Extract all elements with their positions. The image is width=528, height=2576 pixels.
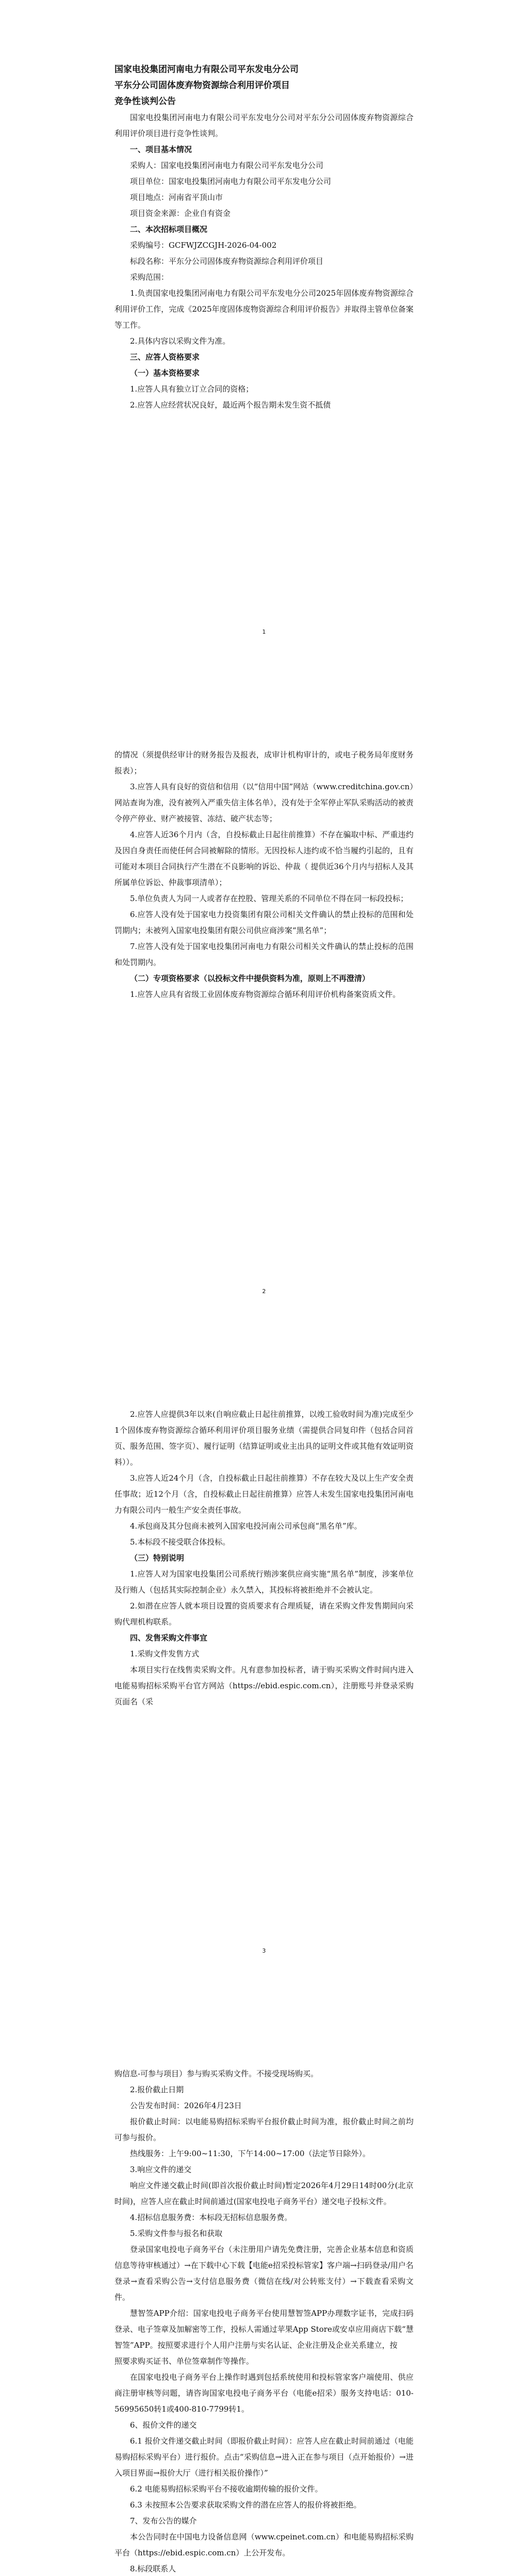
special-requirement-1: 1.应答人应具有省级工业固体废弃物资源综合循环利用评价机构备案资质文件。 — [130, 990, 401, 999]
doc-title-line2: 平东分公司固体废弃物资源综合利用评价项目 — [114, 80, 290, 91]
requirement-6: 6.应答人没有处于国家电力投资集团有限公司相关文件确认的禁止投标的范围和处罚期内；未被列入国家电投集团有限公司供应商涉案“黑名单”； — [114, 910, 414, 935]
contact-heading: 8.标段联系人 — [130, 2564, 176, 2573]
doc-title-line1: 国家电投集团河南电力有限公司平东发电分公司 — [114, 64, 299, 75]
quote-heading: 6、报价文件的递交 — [130, 2420, 197, 2430]
buyer-line: 采购人：国家电投集团河南电力有限公司平东发电分公司 — [130, 161, 324, 170]
document-page-3 — [0, 1319, 528, 1978]
sale-method-text: 本项目实行在线售卖采购文件。凡有意参加投标者，请于购买采购文件时间内进入电能易购招标采购平台官方网站（https://ebid.espic.com.cn），注册账号并登录采购页面名（采 — [114, 1665, 414, 1706]
quote-6-2: 6.2 电能易购招标采购平台不接收逾期传输的报价文件。 — [130, 2484, 323, 2494]
requirement-1: 1.应答人具有独立订立合同的资格； — [130, 384, 254, 394]
support-text: 在国家电投电子商务平台上操作时遇到包括系统使用和投标管家客户端使用、供应商注册审核等问题，请咨询国家电投电子商务平台（电能e招采）服务支持电话：010-56995650转1或400-810-7799转1。 — [114, 2372, 414, 2414]
requirement-2-cont: 的情况（须提供经审计的财务报告及报表，成审计机构审计的，或电子税务局年度财务报表）； — [114, 750, 414, 775]
section-3c-heading: （三）特别说明 — [130, 1553, 185, 1563]
section-3-heading: 三、应答人资格要求 — [130, 352, 200, 362]
document-page-4 — [0, 1978, 528, 2576]
document-page-2 — [0, 659, 528, 1319]
submission-text: 响应文件递交截止时间(即首次报价截止时间)暂定2026年4月29日14时00分(北京时间)，应答人应在截止时间前通过(国家电投电子商务平台）递交电子投标文件。 — [114, 2181, 414, 2206]
requirement-3: 3.应答人具有良好的资信和信用（以“信用中国”网站（www.creditchina.gov.cn）网站查询为准，没有被列入严重失信主体名单），没有处于全军停止军队采购活动的被责令停产停业、财产被接管、冻结、破产状态等； — [114, 782, 414, 823]
sale-method-cont: 购信息-可参与项目）参与购买采购文件。不接受现场购买。 — [114, 2069, 319, 2078]
scope-item-1: 1.负责国家电投集团河南电力有限公司平东发电分公司2025年固体废弃物资源综合利用评价工作，完成《2025年度固体废物资源综合利用评价报告》并取得主管单位备案等工作。 — [114, 289, 414, 330]
page-number: 3 — [262, 1947, 266, 1954]
intro-paragraph: 国家电投集团河南电力有限公司平东发电分公司对平东分公司固体废弃物资源综合利用评价项目进行竞争性谈判。 — [114, 113, 414, 138]
special-requirement-2: 2.应答人应提供3年以来(自响应截止日起往前推算，以竣工验收时间为准)完成至少1个固体废弃物资源综合循环利用评价项目服务业绩（需提供合同复印件（包括合同首页、服务范围、签字页）、履行证明（结算证明或业主出具的证明文件或其他有效证明资料））。 — [114, 1410, 414, 1467]
unit-line: 项目单位：国家电投集团河南电力有限公司平东发电分公司 — [130, 177, 332, 186]
page-number: 2 — [262, 1288, 266, 1295]
note-2: 2.如潜在应答人就本项目设置的资质要求有合理质疑，请在采购文件发售期间向采购代理机构联系。 — [114, 1601, 414, 1626]
quote-6-3: 6.3 未按照本公告要求获取采购文件的潜在应答人的报价将被拒绝。 — [130, 2500, 361, 2510]
requirement-4: 4.应答人近36个月内（含，自投标截止日起往前推算）不存在骗取中标、严重违约及因自身责任而使任何合同被解除的情形。无因投标人违约或不恰当履约引起的，且有可能对本项目合同执行产生潜在不良影响的诉讼、仲裁（ 提供近36个月内与招标人及其所属单位诉讼、仲裁事项清单）； — [114, 830, 414, 887]
registration-heading: 5.采购文件参与报名和获取 — [130, 2229, 223, 2238]
special-requirement-4: 4.承包商及其分包商未被列入国家电投河南公司承包商“黑名单”库。 — [130, 1521, 362, 1531]
hotline-text: 热线服务：上午9:00~11:30，下午14:00~17:00（法定节日除外）。 — [130, 2149, 371, 2158]
app-intro: 慧智签APP介绍：国家电投电子商务平台使用慧智签APP办理数字证书，完成扫码登录、电子签章及加解密等工作，投标人需通过苹果App Store或安卓应用商店下载“慧智签”APP。按照要求进行个人用户注册与实名认证、企业注册及企业关系建立，按 — [114, 2309, 414, 2350]
registration-steps: 登录国家电投电子商务平台（未注册用户请先免费注册，完善企业基本信息和资质信息等待审核通过）→在下载中心下载【电能e招采投标管家】客户端→扫码登录/用户名登录→查看采购公告→支付信息服务费（微信在线/对公转账支付）→下载查看采购文件。 — [114, 2245, 414, 2302]
section-4-heading: 四、发售采购文件事宜 — [130, 1633, 208, 1642]
section-1-heading: 一、项目基本情况 — [130, 145, 192, 154]
app-intro-cont: 照要求购买证书、单位签章制作等操作。 — [114, 2357, 254, 2366]
scope-item-2: 2.具体内容以采购文件为准。 — [130, 336, 230, 346]
note-1: 1.应答人对为国家电投集团公司系统行贿涉案供应商实施“黑名单”制度，涉案单位及行贿人（包括其实际控制企业）永久禁入，其投标将被拒绝并不会被认定。 — [114, 1569, 414, 1595]
document-page-1 — [0, 0, 528, 659]
submission-heading: 3.响应文件的递交 — [130, 2165, 192, 2174]
scope-label: 采购范围： — [130, 273, 169, 282]
quote-6-1: 6.1 报价文件递交截止时间（即报价截止时间）：应答人应在截止时间前通过（电能易购招标采购平台）进行报价。点击“采购信息→进入正在参与项目（点开始报价）→进入项目界面→报价大厅（进行相关报价操作）” — [114, 2436, 414, 2478]
procurement-number: 采购编号：GCFWJZCGJH-2026-04-002 — [130, 241, 277, 250]
special-requirement-5: 5.本标段不接受联合体投标。 — [130, 1537, 230, 1547]
fund-line: 项目资金来源：企业自有资金 — [130, 209, 231, 218]
media-text: 本公告同时在中国电力设备信息网（www.cpeinet.com.cn）和电能易购招标采购平台（https://ebid.espic.com.cn）上公开发布。 — [114, 2532, 414, 2557]
section-3a-heading: （一）基本资格要求 — [130, 368, 200, 378]
fee-line: 4.招标信息服务费：本标段无招标信息服务费。 — [130, 2213, 292, 2222]
doc-title-line3: 竞争性谈判公告 — [114, 96, 176, 107]
page-number: 1 — [262, 629, 266, 635]
publish-date: 公告发布时间：2026年4月23日 — [130, 2101, 242, 2110]
lot-name: 标段名称：平东分公司固体废弃物资源综合利用评价项目 — [130, 257, 324, 266]
media-heading: 7、发布公告的媒介 — [130, 2516, 197, 2526]
deadline-heading: 2.报价截止日期 — [130, 2085, 184, 2094]
requirement-5: 5.单位负责人为同一人或者存在控股、管理关系的不同单位不得在同一标段投标； — [130, 894, 408, 903]
requirement-2-start: 2.应答人应经营状况良好，最近两个报告期未发生资不抵债 — [130, 400, 331, 410]
requirement-7: 7.应答人没有处于国家电投集团河南电力有限公司相关文件确认的禁止投标的范围和处罚期内。 — [114, 942, 414, 967]
deadline-text: 报价截止时间：以电能易购招标采购平台报价截止时间为准，报价截止时间之前均可参与报价。 — [114, 2117, 414, 2142]
section-3b-heading: （二）专项资格要求（以投标文件中提供资料为准，原则上不再澄清） — [130, 974, 370, 983]
place-line: 项目地点：河南省平顶山市 — [130, 193, 223, 202]
special-requirement-3: 3.应答人近24个月（含，自投标截止日起往前推算）不存在较大及以上生产安全责任事故；近12个月（含，自投标截止日起往前推算）应答人未发生国家电投集团河南电力有限公司内一般生产安全责任事故。 — [114, 1473, 414, 1515]
section-2-heading: 二、本次招标项目概况 — [130, 225, 208, 234]
sale-method-heading: 1.采购文件发售方式 — [130, 1649, 200, 1658]
